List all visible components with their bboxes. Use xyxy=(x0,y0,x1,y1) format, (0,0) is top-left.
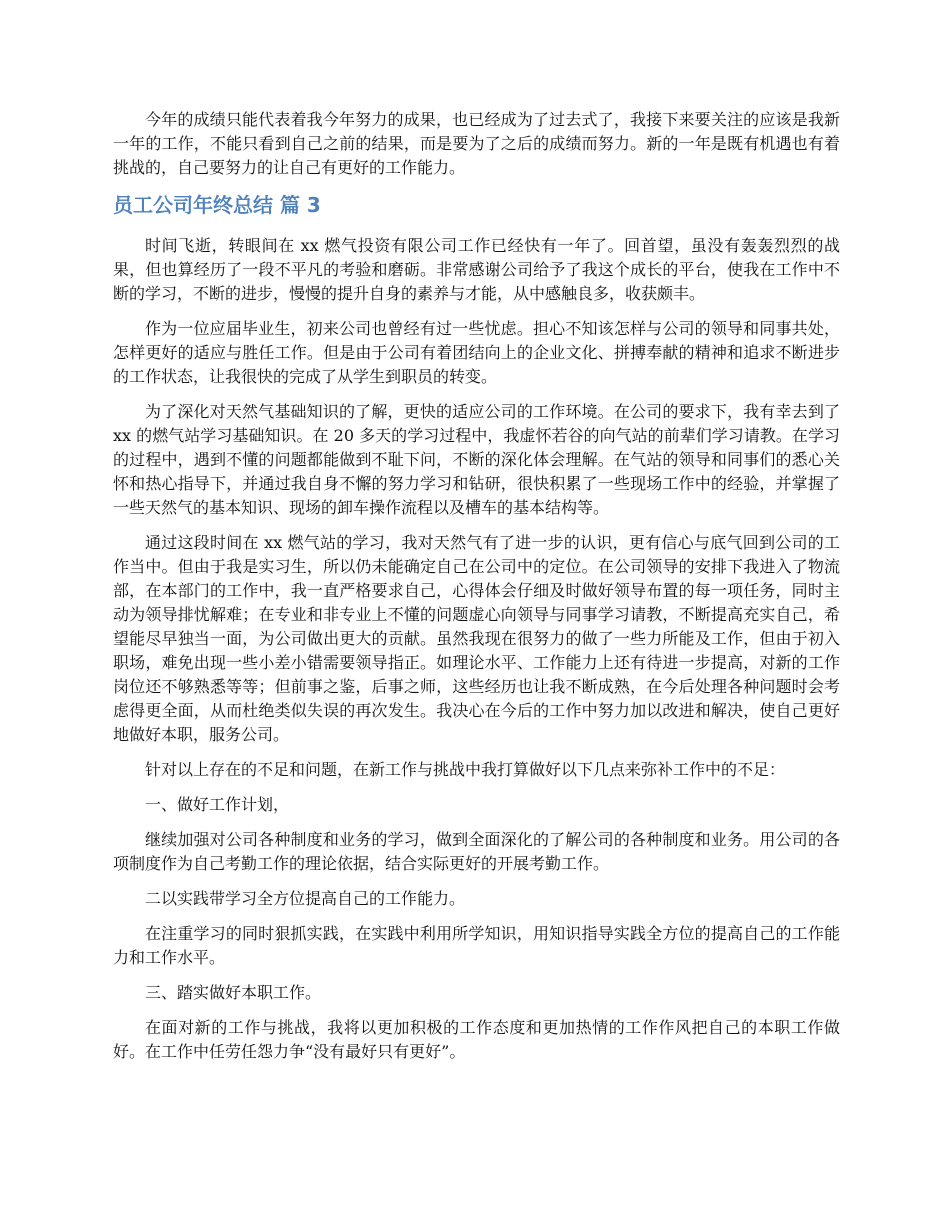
section-heading: 员工公司年终总结 篇 3 xyxy=(113,193,321,217)
plan-item-1-body: 继续加强对公司各种制度和业务的学习，做到全面深化的了解公司的各种制度和业务。用公司的各项制度作为自己考勤工作的理论依据，结合实际更好的开展考勤工作。 xyxy=(113,830,840,873)
plan-item-2-heading: 二以实践带学习全方位提高自己的工作能力。 xyxy=(145,889,466,908)
plan-item-3-body: 在面对新的工作与挑战，我将以更加积极的工作态度和更加热情的工作作风把自己的本职工作做好。在工作中任劳任怨力争“没有最好只有更好”。 xyxy=(113,1018,840,1061)
plan-item-1-heading: 一、做好工作计划， xyxy=(145,795,290,814)
body-paragraph-5: 针对以上存在的不足和问题，在新工作与挑战中我打算做好以下几点来弥补工作中的不足： xyxy=(145,760,786,779)
plan-item-2-body: 在注重学习的同时狠抓实践，在实践中利用所学知识，用知识指导实践全方位的提高自己的工作能力和工作水平。 xyxy=(113,924,840,967)
body-paragraph-4: 通过这段时间在 xx 燃气站的学习，我对天然气有了进一步的认识，更有信心与底气回到公司的工作当中。但由于我是实习生，所以仍未能确定自己在公司中的定位。在公司领导的安排下我进入了物流部，在本部门的工作中，我一直严格要求自己，心得体会仔细及时做好领导布置的每一项任务，同时主动为领导排忧解难；在专业和非专业上不懂的问题虚心向领导与同事学习请教，不断提高充实自己，希望能尽早独当一面，为公司做出更大的贡献。虽然我现在很努力的做了一些力所能及工作，但由于初入职场，难免出现一些小差小错需要领导指正。如理论水平、工作能力上还有待进一步提高，对新的工作岗位还不够熟悉等等；但前事之鉴，后事之师，这些经历也让我不断成熟，在今后处理各种问题时会考虑得更全面，从而杜绝类似失误的再次发生。我决心在今后的工作中努力加以改进和解决，使自己更好地做好本职，服务公司。 xyxy=(113,533,840,744)
document-page xyxy=(113,108,840,1075)
plan-item-3-heading: 三、踏实做好本职工作。 xyxy=(145,983,322,1002)
body-paragraph-2: 作为一位应届毕业生，初来公司也曾经有过一些忧虑。担心不知该怎样与公司的领导和同事共处，怎样更好的适应与胜任工作。但是由于公司有着团结向上的企业文化、拼搏奉献的精神和追求不断进步的工作状态，让我很快的完成了从学生到职员的转变。 xyxy=(113,319,840,386)
body-paragraph-1: 时间飞逝，转眼间在 xx 燃气投资有限公司工作已经快有一年了。回首望，虽没有轰轰烈烈的战果，但也算经历了一段不平凡的考验和磨砺。非常感谢公司给予了我这个成长的平台，使我在工作中不断的学习，不断的进步，慢慢的提升自身的素养与才能，从中感触良多，收获颇丰。 xyxy=(113,236,840,303)
body-paragraph-3: 为了深化对天然气基础知识的了解，更快的适应公司的工作环境。在公司的要求下，我有幸去到了 xx 的燃气站学习基础知识。在 20 多天的学习过程中，我虚怀若谷的向气站的前辈们学习请教。在学习的过程中，遇到不懂的问题都能做到不耻下问，不断的深化体会理解。在气站的领导和同事们的悉心关怀和热心指导下，并通过我自身不懈的努力学习和钻研，很快积累了一些现场工作中的经验，并掌握了一些天然气的基本知识、现场的卸车操作流程以及槽车的基本结构等。 xyxy=(113,402,840,517)
intro-paragraph: 今年的成绩只能代表着我今年努力的成果，也已经成为了过去式了，我接下来要关注的应该是我新一年的工作，不能只看到自己之前的结果，而是要为了之后的成绩而努力。新的一年是既有机遇也有着挑战的，自己要努力的让自己有更好的工作能力。 xyxy=(113,110,840,177)
